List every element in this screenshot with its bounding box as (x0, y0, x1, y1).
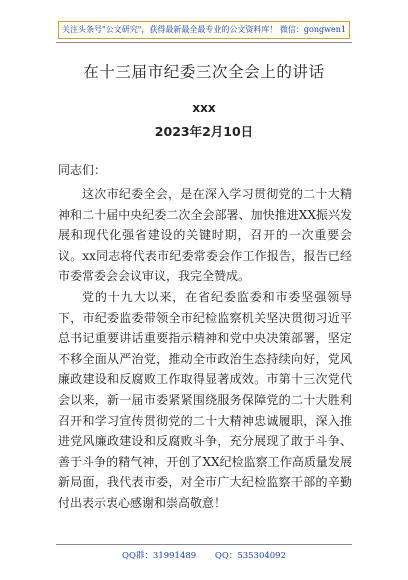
body-paragraph: 党的十九大以来，在省纪委监委和市委坚强领导下，市纪委监委带领全市纪检监察机关坚决贯彻习近平总书记重要讲话重要指示精神和党中央决策部署，坚定不移全面从严治党，推动全市政治生态持续向好，党风廉政建设和反腐败工作取得显著成效。市第十三次党代会以来，新一届市委紧紧围绕服务保障党的二十大胜利召开和学习宣传贯彻党的二十大精神忠诚履职，深入推进党风廉政建设和反腐败斗争，充分展现了敢于斗争、善于斗争的精气神，开创了XX纪检监察工作高质量发展新局面，我代表市委，对全市广大纪检监察干部的辛勤付出表示衷心感谢和崇高敬意！ (58, 289, 352, 510)
body-paragraph: 这次市纪委全会，是在深入学习贯彻党的二十大精神和二十届中央纪委二次全会部署、加快推进XX振兴发展和现代化强省建设的关键时期，召开的一次重要会议。xx同志将代表市纪委常委会作工作报告，报告已经市委常委会会议审议，我完全赞成。 (58, 187, 352, 284)
salutation: 同志们： (58, 163, 107, 177)
document-body (58, 184, 352, 514)
document-date: 2023年2月10日 (154, 124, 254, 139)
header-divider (56, 42, 352, 43)
footer-qq-group: QQ群：31991489 (121, 551, 197, 561)
footer (0, 549, 408, 561)
footer-divider (56, 544, 352, 545)
footer-qq: QQ：535304092 (214, 551, 286, 561)
document-author: xxx (192, 101, 216, 115)
document-title: 在十三届市纪委三次全会上的讲话 (83, 63, 325, 81)
promo-banner[interactable]: 关注头条号"公文研究"，获得最新最全最专业的公文资料库！ 微信：gongwen1 (58, 21, 350, 39)
